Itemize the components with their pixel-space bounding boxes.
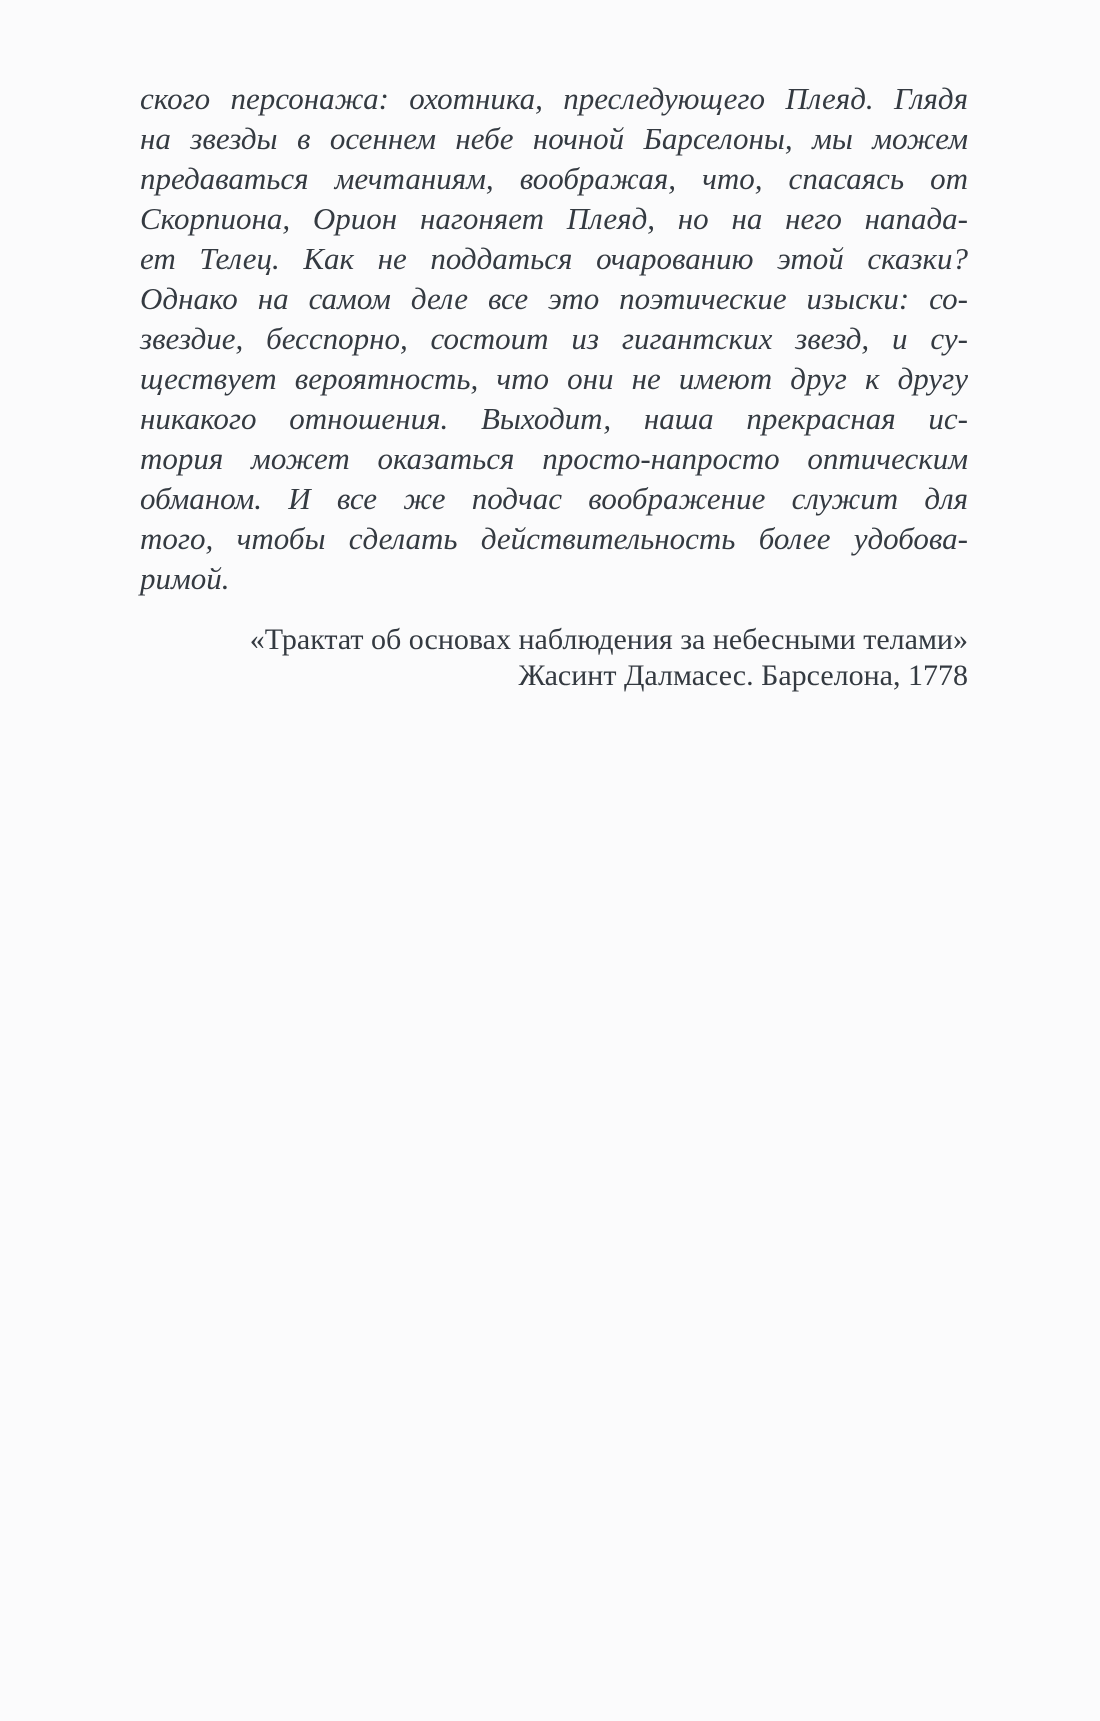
- paragraph-line: того, чтобы сделать действительность более удобова-: [140, 521, 968, 556]
- paragraph-line: Однако на самом деле все это поэтические изыски: со-: [140, 281, 968, 316]
- quote-attribution: [140, 622, 968, 694]
- paragraph-line: на звезды в осеннем небе ночной Барселоны, мы можем: [140, 121, 968, 156]
- paragraph-line: звездие, бесспорно, состоит из гигантских звезд, и су-: [140, 321, 968, 356]
- body-text-paragraph: [140, 79, 968, 599]
- attribution-author-line: Жасинт Далмасес. Барселона, 1778: [518, 659, 968, 692]
- paragraph-line: римой.: [140, 561, 230, 596]
- paragraph-line: ет Телец. Как не поддаться очарованию этой сказки?: [140, 241, 968, 276]
- paragraph-line: ществует вероятность, что они не имеют друг к другу: [140, 361, 968, 396]
- paragraph-line: никакого отношения. Выходит, наша прекрасная ис-: [140, 401, 968, 436]
- paragraph-line: предаваться мечтаниям, воображая, что, спасаясь от: [140, 161, 968, 196]
- attribution-source-title: «Трактат об основах наблюдения за небесными телами»: [249, 623, 968, 656]
- paragraph-line: ского персонажа: охотника, преследующего Плеяд. Глядя: [140, 81, 968, 116]
- paragraph-line: Скорпиона, Орион нагоняет Плеяд, но на него напада-: [140, 201, 968, 236]
- paragraph-line: обманом. И все же подчас воображение служит для: [140, 481, 968, 516]
- paragraph-line: тория может оказаться просто-напросто оптическим: [140, 441, 968, 476]
